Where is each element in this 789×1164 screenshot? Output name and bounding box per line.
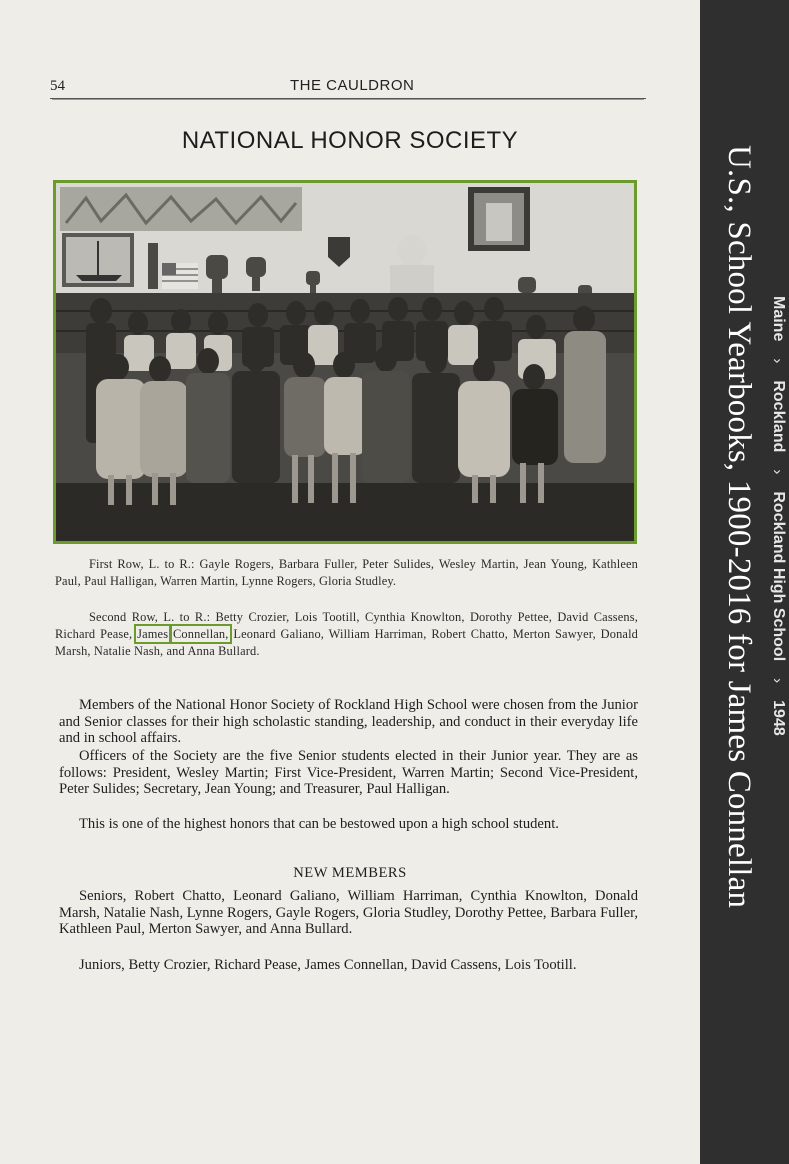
breadcrumb-state[interactable]: Maine: [770, 296, 787, 342]
caption-first-row: First Row, L. to R.: Gayle Rogers, Barbara Fuller, Peter Sulides, Wesley Martin, Jean Young, Kathleen Paul, Paul Halligan, Warren Martin, Lynne Rogers, Gloria Studley.: [55, 557, 638, 588]
body-paragraph-3: This is one of the highest honors that can be bestowed upon a high school student.: [79, 816, 559, 832]
breadcrumb-school[interactable]: Rockland High School: [770, 491, 787, 662]
highlight-first-name[interactable]: James: [137, 627, 169, 641]
record-title: U.S., School Yearbooks, 1900-2016 for James Connellan: [721, 145, 757, 909]
body-paragraph-1: Members of the National Honor Society of Rockland High School were chosen from the Junior and Senior classes for their high scholastic standing, leadership, and conduct in their everyday life and in school affairs.: [59, 697, 638, 746]
running-head: THE CAULDRON: [290, 77, 415, 94]
chevron-right-icon: ›: [769, 358, 787, 364]
new-members-heading: NEW MEMBERS: [293, 865, 407, 881]
page-heading: NATIONAL HONOR SOCIETY: [181, 127, 519, 154]
group-photo-image: [56, 183, 634, 541]
page-header: [50, 76, 646, 99]
breadcrumb-year[interactable]: 1948: [770, 700, 787, 736]
caption-second-row-start: Second Row, L. to R.: Betty Crozier, Lois Tootill, Cynthia Knowlton, Dorothy Pettee, David Cassens, Richard Pease,: [55, 610, 638, 641]
breadcrumb: [769, 296, 787, 736]
juniors-paragraph: Juniors, Betty Crozier, Richard Pease, James Connellan, David Cassens, Lois Tootill.: [79, 957, 577, 973]
caption-second-row-end: Leonard Galiano, William Harriman, Robert Chatto, Merton Sawyer, Donald Marsh, Natalie Nash, and Anna Bullard.: [55, 627, 639, 658]
breadcrumb-city[interactable]: Rockland: [770, 380, 787, 453]
highlight-last-name[interactable]: Connellan,: [173, 627, 229, 641]
chevron-right-icon: ›: [769, 469, 787, 475]
seniors-paragraph: Seniors, Robert Chatto, Leonard Galiano, William Harriman, Cynthia Knowlton, Donald Marsh, Natalie Nash, Lynne Rogers, Gayle Rogers, Gloria Studley, Dorothy Pettee, Barbara Fuller, Kathleen Paul, Merton Sawyer, and Anna Bullard.: [59, 888, 638, 937]
caption-second-row: [55, 609, 638, 660]
body-paragraph-2: Officers of the Society are the five Senior students elected in their Junior year. They are as follows: President, Wesley Martin; First Vice-President, Warren Martin; Second Vice-President, Peter Sulides; Secretary, Jean Young; and Treasurer, Paul Halligan.: [59, 748, 638, 797]
chevron-right-icon: ›: [769, 678, 787, 684]
record-sidebar: [700, 0, 789, 1164]
group-photo[interactable]: [53, 180, 637, 544]
page-number: 54: [50, 78, 65, 94]
